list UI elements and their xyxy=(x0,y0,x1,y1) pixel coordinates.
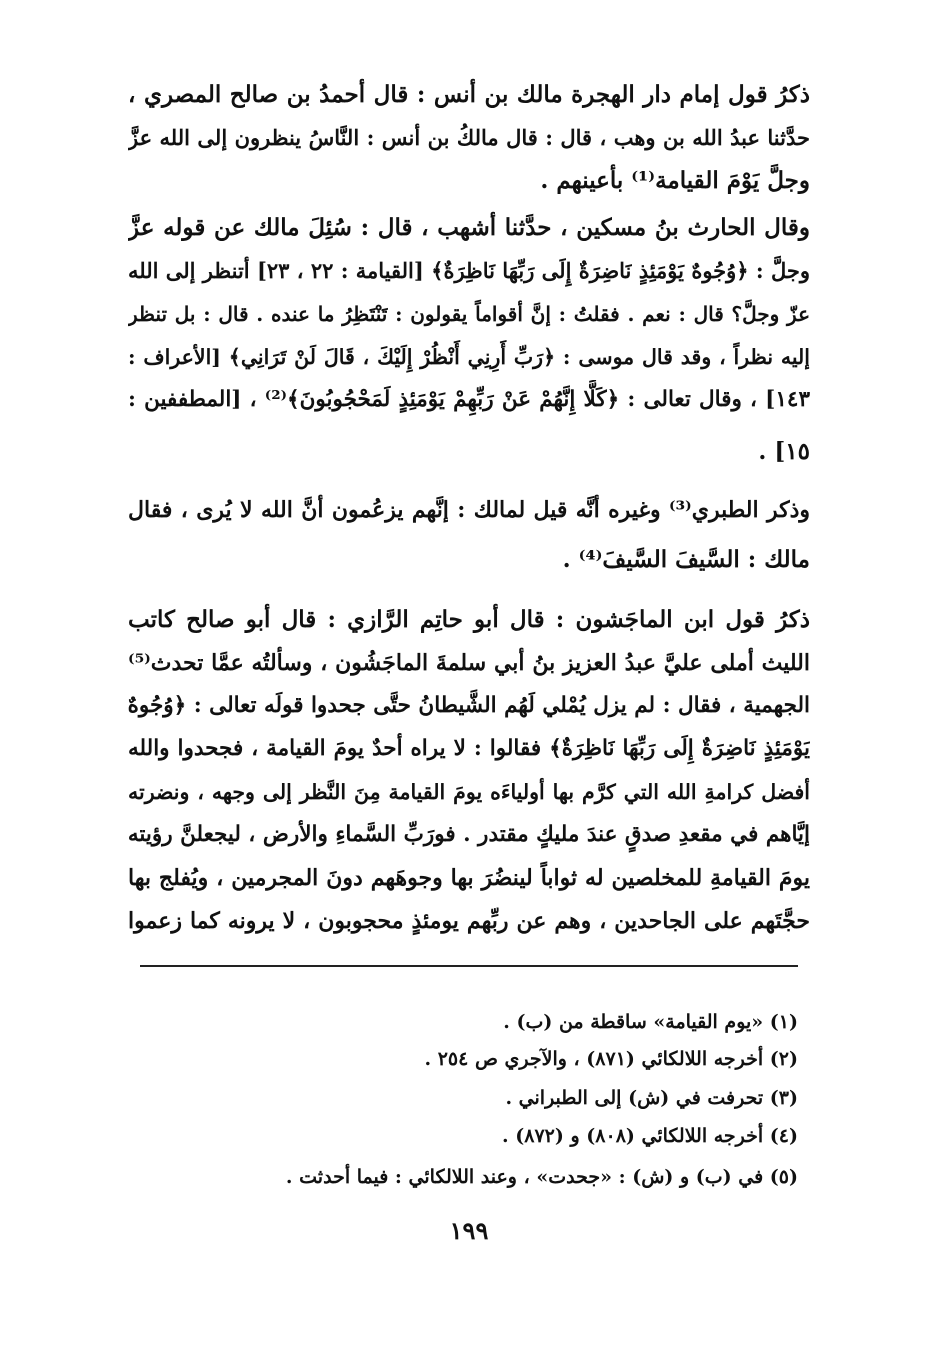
footnote: (١) «يوم القيامة» ساقطة من (ب) . xyxy=(503,1011,798,1033)
footnote: (٤) أخرجه اللالكائي (٨٠٨) و (٨٧٢) . xyxy=(502,1125,798,1147)
text-line: ١٤٣] ، وقال تعالى : ﴿كَلَّا إِنَّهُمْ عَنْ رَبِّهِمْ يَوْمَئِذٍ لَمَحْجُوبُونَ﴾⁽²⁾ ، [المطففين : xyxy=(128,387,810,412)
text-line: أفضل كرامةِ الله التي كرَّم بها أولياءَه يومَ القيامة مِنَ النَّظر إلى وجهه ، ونضرته xyxy=(128,780,810,804)
text-line: يومَ القيامةِ للمخلصين له ثواباً لينضُرَ بها وجوهَهم دونَ المجرمين ، ويُفلج بها xyxy=(128,865,810,891)
text-line: إيَّاهم في مقعدِ صدقٍ عندَ مليكٍ مقتدر . فورَبِّ السَّماءِ والأرض ، ليجعلنَّ رؤيته xyxy=(128,822,810,847)
text-line: وجلَّ : ﴿وُجُوهٌ يَوْمَئِذٍ نَاضِرَةٌ إِلَى رَبِّهَا نَاظِرَةٌ﴾ [القيامة : ٢٢ ، ٢٣] أتنظر إلى الله xyxy=(128,258,810,283)
footnote: (٣) تحرفت في (ش) إلى الطبراني . xyxy=(505,1087,798,1109)
text-line: وذكر الطبري⁽³⁾ وغيره أنَّه قيل لمالك : إنَّهم يزعُمون أنَّ الله لا يُرى ، فقال xyxy=(128,497,810,523)
text-line: إليه نظراً ، وقد قال موسى : ﴿رَبِّ أَرِنِي أَنْظُرْ إِلَيْكَ ، قَالَ لَنْ تَرَانِي﴾ [الأعراف : xyxy=(128,345,810,369)
text-line: وقال الحارث بنُ مسكين ، حدَّثنا أشهب ، قال : سُئِلَ مالك عن قوله عزَّ xyxy=(128,214,810,241)
text-line: ذكرُ قول ابن الماجَشون : قال أبو حاتِم الرَّازي : قال أبو صالح كاتب xyxy=(128,606,810,633)
text-line: عزّ وجلَّ؟ قال : نعم . فقلتُ : إنَّ أقواماً يقولون : تَنْتَظِرُ ما عنده . قال : بل تنظر xyxy=(128,302,810,326)
page-number: ١٩٩ xyxy=(449,1216,489,1245)
text-line: ١٥] . xyxy=(758,438,810,465)
text-line: مالك : السَّيفَ السَّيفَ⁽⁴⁾ . xyxy=(562,546,810,573)
footnote-separator xyxy=(140,965,798,967)
text-line: ذكرُ قول إمام دار الهجرة مالك بن أنس : قال أحمدُ بن صالح المصري ، xyxy=(128,81,810,108)
footnote: (٢) أخرجه اللالكائي (٨٧١) ، والآجري ص ٢٥٤ . xyxy=(424,1048,798,1070)
text-line: حجَّتَهم على الجاحدين ، وهم عن ربِّهم يومئذٍ محجوبون ، لا يرونه كما زعموا xyxy=(128,908,810,934)
text-line: الليث أملى عليَّ عبدُ العزيز بنُ أبي سلمةَ الماجَشُون ، وسألتُه عمَّا تحدث⁽⁵⁾ xyxy=(128,650,810,676)
text-line: وجلَّ يَوْمَ القيامة⁽¹⁾ بأعينهم . xyxy=(540,167,810,194)
footnote: (٥) في (ب) و (ش) : «جحدت» ، وعند اللالكائي : فيما أحدثت . xyxy=(285,1166,798,1188)
text-line: حدَّثنا عبدُ الله بن وهب ، قال : قال مالكُ بن أنس : النَّاسُ ينظرون إلى الله عزَّ xyxy=(128,125,810,150)
text-line: الجهمية ، فقال : لم يزل يُمْلي لَهُم الشَّيطانُ حتَّى جحدوا قولَه تعالى : ﴿وُجُوهٌ xyxy=(128,693,810,718)
text-line: يَوْمَئِذٍ نَاضِرَةٌ إِلَى رَبِّهَا نَاظِرَةٌ﴾ فقالوا : لا يراه أحدٌ يومَ القيامة ، فجحدوا والله xyxy=(128,736,810,761)
